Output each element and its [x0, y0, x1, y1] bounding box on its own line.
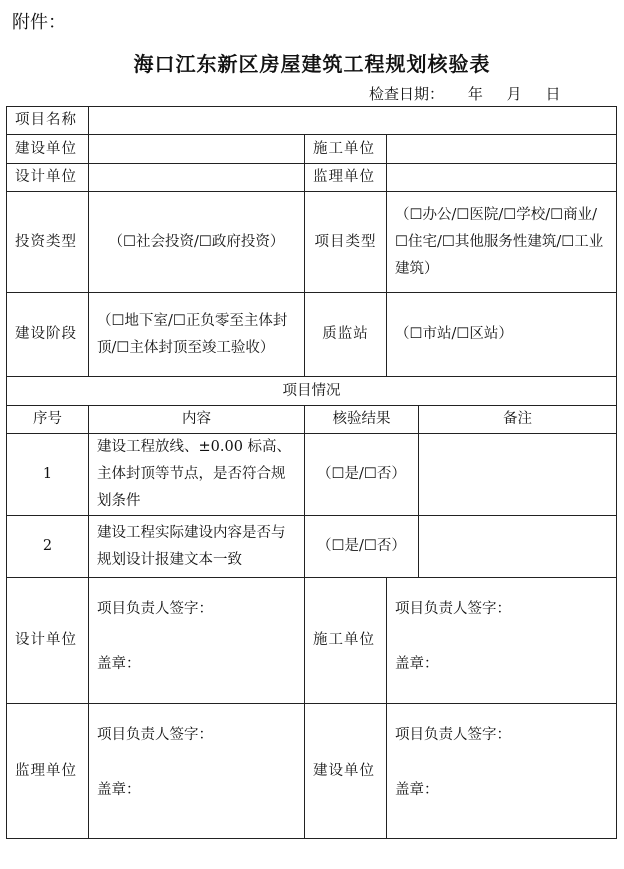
supervision-unit-label: 监理单位: [7, 704, 89, 839]
item-number: 1: [7, 434, 89, 516]
supervisor-field[interactable]: [387, 164, 617, 192]
row-investment: [7, 192, 617, 293]
col-header-remark: 备注: [419, 406, 617, 434]
attachment-label: 附件：: [12, 12, 66, 33]
item-remark[interactable]: [419, 516, 617, 578]
project-name-field[interactable]: [89, 107, 617, 135]
seal-label: 盖章：: [395, 656, 439, 672]
seal-label: 盖章：: [97, 782, 141, 798]
project-type-options[interactable]: （☐办公/☐医院/☐学校/☐商业/☐住宅/☐其他服务性建筑/☐工业建筑）: [387, 192, 617, 293]
row-project-name: [7, 107, 617, 135]
signature-label: 项目负责人签字：: [395, 601, 511, 617]
item-result-options[interactable]: （☐是/☐否）: [305, 516, 419, 578]
builder-label: 建设单位: [7, 135, 89, 164]
item-number: 2: [7, 516, 89, 578]
builder-field[interactable]: [89, 135, 305, 164]
project-type-label: 项目类型: [305, 192, 387, 293]
supervisor-label: 监理单位: [305, 164, 387, 192]
item-result-options[interactable]: （☐是/☐否）: [305, 434, 419, 516]
investment-type-label: 投资类型: [7, 192, 89, 293]
row-stage: [7, 293, 617, 377]
item-content: 建设工程放线、±0.00 标高、主体封顶等节点，是否符合规划条件: [89, 434, 305, 516]
verification-form-table: [6, 106, 617, 839]
signature-label: 项目负责人签字：: [97, 727, 213, 743]
col-header-content: 内容: [89, 406, 305, 434]
contractor-field[interactable]: [387, 135, 617, 164]
table-row: [7, 516, 617, 578]
item-remark[interactable]: [419, 434, 617, 516]
design-unit-signature-area[interactable]: [89, 578, 305, 704]
row-signature-supervision-building: [7, 704, 617, 839]
quality-station-label: 质监站: [305, 293, 387, 377]
row-builder: [7, 135, 617, 164]
row-column-headers: [7, 406, 617, 434]
building-unit-signature-area[interactable]: [387, 704, 617, 839]
quality-station-options[interactable]: （☐市站/☐区站）: [387, 293, 617, 377]
form-title: 海口江东新区房屋建筑工程规划核验表: [133, 52, 491, 76]
table-row: [7, 434, 617, 516]
supervision-unit-signature-area[interactable]: [89, 704, 305, 839]
seal-label: 盖章：: [97, 656, 141, 672]
signature-label: 项目负责人签字：: [395, 727, 511, 743]
row-designer: [7, 164, 617, 192]
construction-stage-label: 建设阶段: [7, 293, 89, 377]
design-unit-label: 设计单位: [7, 578, 89, 704]
construction-unit-signature-area[interactable]: [387, 578, 617, 704]
designer-field[interactable]: [89, 164, 305, 192]
designer-label: 设计单位: [7, 164, 89, 192]
col-header-result: 核验结果: [305, 406, 419, 434]
seal-label: 盖章：: [395, 782, 439, 798]
construction-unit-label: 施工单位: [305, 578, 387, 704]
row-signature-design-construction: [7, 578, 617, 704]
inspection-date: 检查日期： 年 月 日: [369, 85, 561, 103]
col-header-no: 序号: [7, 406, 89, 434]
signature-label: 项目负责人签字：: [97, 601, 213, 617]
investment-type-options[interactable]: （☐社会投资/☐政府投资）: [89, 192, 305, 293]
item-content: 建设工程实际建设内容是否与规划设计报建文本一致: [89, 516, 305, 578]
project-situation-heading: 项目情况: [7, 377, 617, 406]
row-section-title: [7, 377, 617, 406]
contractor-label: 施工单位: [305, 135, 387, 164]
project-name-label: 项目名称: [7, 107, 89, 135]
construction-stage-options[interactable]: （☐地下室/☐正负零至主体封顶/☐主体封顶至竣工验收）: [89, 293, 305, 377]
building-unit-label: 建设单位: [305, 704, 387, 839]
